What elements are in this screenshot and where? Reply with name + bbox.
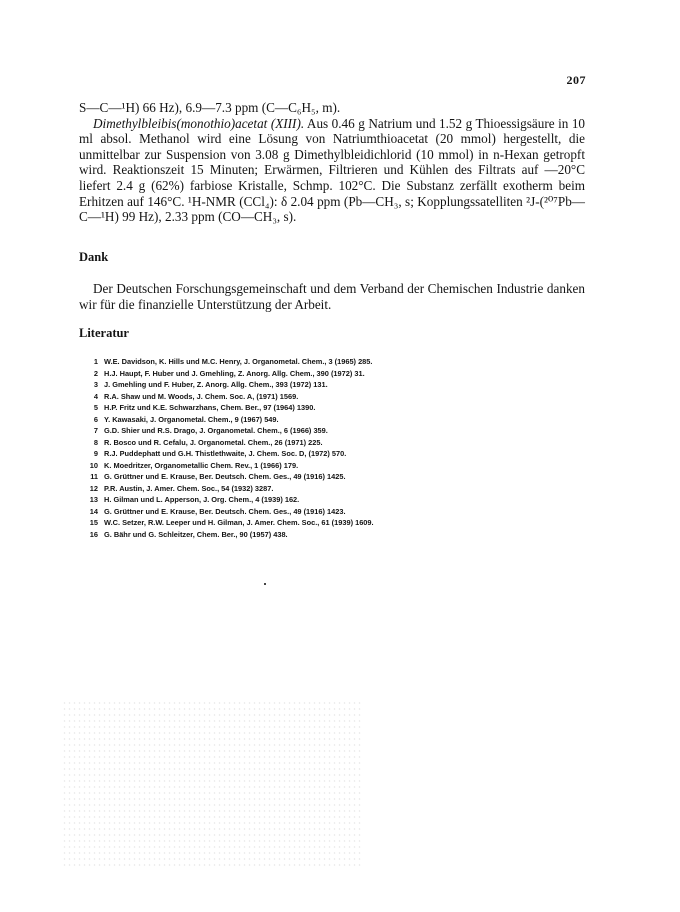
reference-item: [84, 425, 544, 437]
reference-number: 9: [93, 449, 98, 458]
reference-text: K. Moedritzer, Organometallic Chem. Rev., 1 (1966) 179.: [104, 460, 299, 470]
reference-text: W.C. Setzer, R.W. Leeper und H. Gilman, J. Amer. Chem. Soc., 61 (1939) 1609.: [104, 518, 374, 527]
reference-text: G. Bähr und G. Schleitzer, Chem. Ber., 90 (1957) 438.: [104, 529, 288, 539]
reference-text: Y. Kawasaki, J. Organometal. Chem., 9 (1967) 549.: [104, 414, 279, 424]
reference-item: [84, 437, 544, 449]
reference-text: H.J. Haupt, F. Huber und J. Gmehling, Z. Anorg. Allg. Chem., 390 (1972) 31.: [104, 368, 365, 378]
reference-number: 14: [89, 506, 98, 516]
page-number: 207: [566, 73, 586, 87]
reference-text: J. Gmehling und F. Huber, Z. Anorg. Allg. Chem., 393 (1972) 131.: [104, 380, 328, 389]
reference-number: 16: [89, 529, 98, 539]
scan-noise: [62, 700, 362, 870]
reference-item: [84, 483, 544, 495]
compound-name: Dimethylbleibis(monothio)acetat (XIII).: [93, 115, 305, 131]
reference-text: R.J. Puddephatt und G.H. Thistlethwaite, J. Chem. Soc. D, (1972) 570.: [104, 449, 347, 458]
reference-number: 12: [89, 483, 98, 493]
reference-number: 2: [93, 368, 98, 378]
reference-item: [84, 391, 544, 403]
reference-number: 11: [90, 472, 98, 481]
reference-text: P.R. Austin, J. Amer. Chem. Soc., 54 (1932) 3287.: [104, 483, 274, 493]
reference-number: 4: [93, 391, 98, 401]
reference-number: 13: [89, 495, 98, 504]
reference-number: 7: [93, 426, 98, 435]
reference-item: [84, 506, 544, 518]
reference-text: R.A. Shaw und M. Woods, J. Chem. Soc. A, (1971) 1569.: [104, 391, 299, 401]
reference-item: [84, 529, 544, 541]
previous-line-continuation: S—C—¹H) 66 Hz), 6.9—7.3 ppm (C—C₆H₅, m).: [79, 100, 341, 115]
scan-speck: [264, 583, 266, 585]
reference-text: G. Grüttner und E. Krause, Ber. Deutsch. Chem. Ges., 49 (1916) 1423.: [104, 506, 346, 516]
reference-number: 3: [93, 380, 98, 389]
reference-item: [84, 414, 544, 426]
reference-number: 10: [89, 460, 98, 470]
reference-item: [84, 402, 544, 414]
reference-number: 8: [93, 437, 98, 447]
reference-item: [84, 356, 544, 368]
reference-number: 5: [93, 403, 98, 412]
reference-text: G. Grüttner und E. Krause, Ber. Deutsch. Chem. Ges., 49 (1916) 1425.: [104, 472, 346, 481]
reference-item: [84, 460, 544, 472]
reference-item: [84, 471, 544, 483]
reference-text: R. Bosco und R. Cefalu, J. Organometal. Chem., 26 (1971) 225.: [104, 437, 323, 447]
reference-item: [84, 379, 544, 391]
experimental-paragraph: [79, 100, 585, 225]
reference-text: W.E. Davidson, K. Hills und M.C. Henry, J. Organometal. Chem., 3 (1965) 285.: [104, 357, 373, 366]
reference-item: [84, 517, 544, 529]
reference-item: [84, 494, 544, 506]
references-heading: Literatur: [79, 326, 129, 340]
acknowledgement-text: Der Deutschen Forschungsgemeinschaft und dem Verband der Chemischen Industrie danken wir für die finanzielle Unterstützung der Arbeit.: [79, 281, 585, 312]
reference-item: [84, 368, 544, 380]
reference-number: 6: [93, 414, 98, 424]
reference-number: 15: [89, 518, 98, 527]
reference-item: [84, 448, 544, 460]
experimental-text: Aus 0.46 g Natrium und 1.52 g Thioessigsäure in 10 ml absol. Methanol wird eine Lösung von Natriumthioacetat (20 mmol) hergestellt, die unmittelbar zur Suspension von 3.08 g Dimethylbleidichlorid (10 mmol) in n-Hexan getropft wird. Reaktionszeit 15 Minuten; Erwärmen, Filtrieren und Kühlen des Filtrats auf —20°C liefert 2.4 g (62%) farbiose Kristalle, Schmp. 102°C. Die Substanz zerfällt exotherm beim Erhitzen auf 146°C. ¹H-NMR (CCl₄): δ 2.04 ppm (Pb—CH₃, s; Kopplungssatelliten ²J-(²⁰⁷Pb—C—¹H) 99 Hz), 2.33 ppm (CO—CH₃, s).: [79, 115, 586, 225]
acknowledgement-heading: Dank: [79, 250, 109, 264]
reference-text: H.P. Fritz und K.E. Schwarzhans, Chem. Ber., 97 (1964) 1390.: [104, 403, 316, 412]
reference-text: H. Gilman und L. Apperson, J. Org. Chem., 4 (1939) 162.: [104, 495, 300, 504]
reference-text: G.D. Shier und R.S. Drago, J. Organometal. Chem., 6 (1966) 359.: [104, 426, 328, 435]
reference-list: [84, 356, 544, 540]
reference-number: 1: [93, 357, 98, 366]
